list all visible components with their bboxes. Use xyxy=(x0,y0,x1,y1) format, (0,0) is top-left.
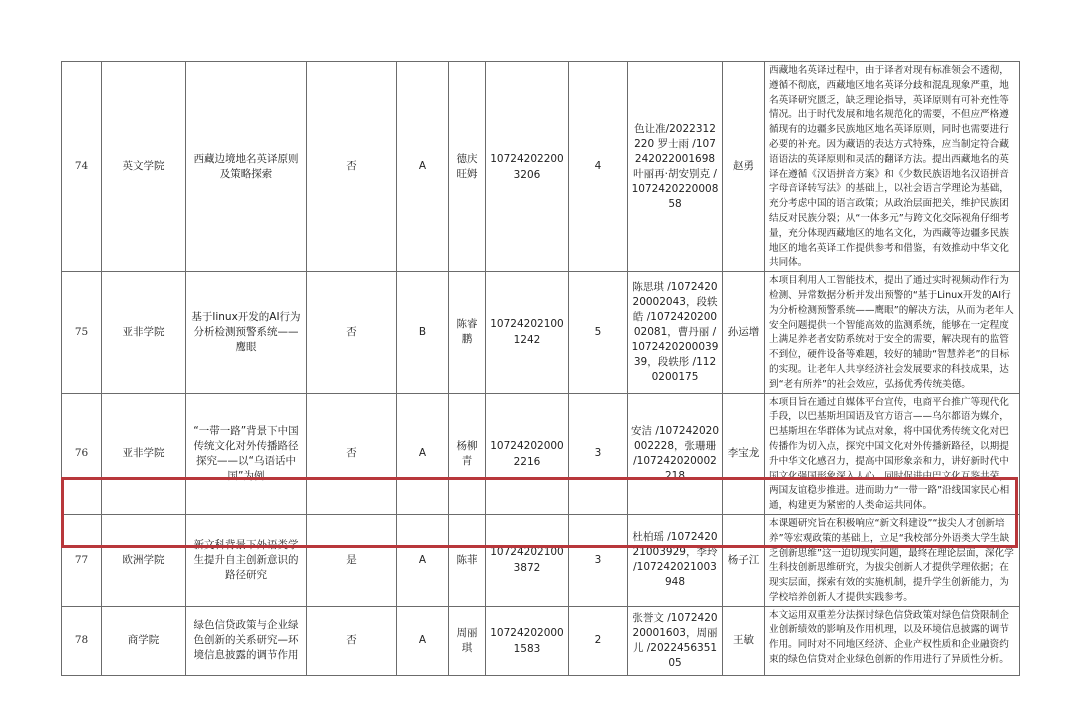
project-table xyxy=(61,61,1020,676)
level-cell: A xyxy=(397,393,449,514)
college-cell: 英文学院 xyxy=(102,62,186,272)
row-index: 75 xyxy=(62,272,102,393)
abstract-text: 本项目利用人工智能技术，提出了通过实时视频动作行为检测、异常数据分析并发出预警的“基于Linux开发的AI行为分析检测预警系统——鹰眼”的解决方法，从而为老年人安全问题提供一个智能高效的监测系统，能够在一定程度上满足养老者安防系统对于安全的需要，解决现有的监管不到位，硬件设备等难题，较好的辅助“智慧养老”的目标的实现。让老年人共享经济社会发展要求的科技成果，达到“老有所养”的社会效应，弘扬优秀传统美德。 xyxy=(769,275,1014,390)
members-cell: 张誉文 /107242020001603，周丽儿 /202245635105 xyxy=(628,606,723,675)
leader-cell: 陈菲 xyxy=(449,514,486,606)
leader-cell: 陈睿鹏 xyxy=(449,272,486,393)
advisor-cell: 李宝龙 xyxy=(723,393,765,514)
is-key-cell: 否 xyxy=(307,606,397,675)
title-cell: 西藏边境地名英译原则及策略探索 xyxy=(186,62,307,272)
is-key-cell: 是 xyxy=(307,514,397,606)
member-count-cell: 4 xyxy=(569,62,628,272)
abstract-cell xyxy=(765,272,1020,393)
project-id-cell: 107242021001242 xyxy=(486,272,569,393)
members-cell: 安洁 /107242020002228，张珊珊 /107242020002218 xyxy=(628,393,723,514)
leader-cell: 杨柳青 xyxy=(449,393,486,514)
title-cell: “一带一路”背景下中国传统文化对外传播路径探究——以“乌语话中国”为例 xyxy=(186,393,307,514)
row-index: 76 xyxy=(62,393,102,514)
abstract-text: 本文运用双重差分法探讨绿色信贷政策对绿色信贷限制企业创新绩效的影响及作用机理，以及环境信息披露的调节作用。同时对不同地区经济、企业产权性质和企业融资约束的绿色信贷对企业绿色创新的作用进行了异质性分析。 xyxy=(769,609,1009,666)
table-row xyxy=(62,393,1020,514)
advisor-cell: 孙运增 xyxy=(723,272,765,393)
title-cell: 新文科背景下外语类学生提升自主创新意识的路径研究 xyxy=(186,514,307,606)
abstract-cell xyxy=(765,514,1020,606)
college-cell: 亚非学院 xyxy=(102,393,186,514)
project-id-cell: 107242021003872 xyxy=(486,514,569,606)
level-cell: A xyxy=(397,606,449,675)
members-cell: 色让准/2022312220 罗士雨 /107242022001698 叶丽再·胡安别克 /107242022000858 xyxy=(628,62,723,272)
table-row xyxy=(62,62,1020,272)
is-key-cell: 否 xyxy=(307,62,397,272)
row-index: 77 xyxy=(62,514,102,606)
project-id-cell: 107242020001583 xyxy=(486,606,569,675)
abstract-text: 本课题研究旨在积极响应“新文科建设”“拔尖人才创新培养”等宏观政策的基础上，立足“我校部分外语类大学生缺乏创新思维”这一迫切现实问题，最终在理论层面，深化学生科技创新思维研究，为拔尖创新人才提供学理依据；在现实层面，探索有效的实施机制，提升学生创新能力，为学校培养创新人才提供实践参考。 xyxy=(769,517,1014,603)
table-row xyxy=(62,606,1020,675)
leader-cell: 周丽琪 xyxy=(449,606,486,675)
members-cell: 杜柏瑶 /107242021003929，李玲 /107242021003948 xyxy=(628,514,723,606)
title-cell: 绿色信贷政策与企业绿色创新的关系研究—环境信息披露的调节作用 xyxy=(186,606,307,675)
table-row xyxy=(62,514,1020,606)
table-row xyxy=(62,272,1020,393)
advisor-cell: 赵勇 xyxy=(723,62,765,272)
members-cell: 陈思琪 /107242020002043，段轶皓 /107242020002081，曹丹丽 /107242020003939，段轶彤 /1120200175 xyxy=(628,272,723,393)
leader-cell: 德庆旺姆 xyxy=(449,62,486,272)
level-cell: A xyxy=(397,62,449,272)
abstract-cell xyxy=(765,62,1020,272)
level-cell: A xyxy=(397,514,449,606)
member-count-cell: 5 xyxy=(569,272,628,393)
college-cell: 商学院 xyxy=(102,606,186,675)
row-index: 74 xyxy=(62,62,102,272)
college-cell: 欧洲学院 xyxy=(102,514,186,606)
college-cell: 亚非学院 xyxy=(102,272,186,393)
row-index: 78 xyxy=(62,606,102,675)
member-count-cell: 2 xyxy=(569,606,628,675)
abstract-cell xyxy=(765,606,1020,675)
project-id-cell: 107242022003206 xyxy=(486,62,569,272)
abstract-text: 西藏地名英译过程中，由于译者对现有标准领会不透彻，遵循不彻底，西藏地区地名英译分歧和混乱现象严重，地名英译研究匮乏，缺乏理论指导，英译原则有可补充性等情况。出于时代发展和地名规范化的需要，不但应严格遵循现有的边疆多民族地区地名英译原则，同时也需要进行必要的补充。因为藏语的表达方式特殊，应当制定符合藏语语法的英译原则和灵活的翻译方法。提出西藏地名的英译在遵循《汉语拼音方案》和《少数民族语地名汉语拼音字母音译转写法》的基础上，以社会语言学理论为基础，充分考虑中国的语言政策；从政治层面把关，维护民族团结反对民族分裂；从“一体多元”与跨文化交际视角仔细考量，充分体现西藏地区的地名文化，为西藏等边疆多民族地区的地名英译工作提供参考和借鉴，有效推动中华文化共同体。 xyxy=(769,65,1010,269)
is-key-cell: 否 xyxy=(307,272,397,393)
advisor-cell: 杨子江 xyxy=(723,514,765,606)
title-cell: 基于linux开发的AI行为分析检测预警系统——鹰眼 xyxy=(186,272,307,393)
level-cell: B xyxy=(397,272,449,393)
member-count-cell: 3 xyxy=(569,393,628,514)
project-id-cell: 107242020002216 xyxy=(486,393,569,514)
abstract-cell xyxy=(765,393,1020,514)
is-key-cell: 否 xyxy=(307,393,397,514)
abstract-text: 本项目旨在通过自媒体平台宣传，电商平台推广等现代化手段，以巴基斯坦国语及官方语言——乌尔都语为媒介，巴基斯坦在华群体为试点对象，将中国优秀传统文化对巴传播作为切入点，探究中国文化对外传播新路径，以期提升中华文化感召力，提高中国形象亲和力，讲好新时代中国文化强国形象深入人心。同时促进中巴文化互鉴共荣，两国友谊稳步推进。进而助力“一带一路”沿线国家民心相通，构建更为紧密的人类命运共同体。 xyxy=(769,396,1010,512)
advisor-cell: 王敏 xyxy=(723,606,765,675)
member-count-cell: 3 xyxy=(569,514,628,606)
